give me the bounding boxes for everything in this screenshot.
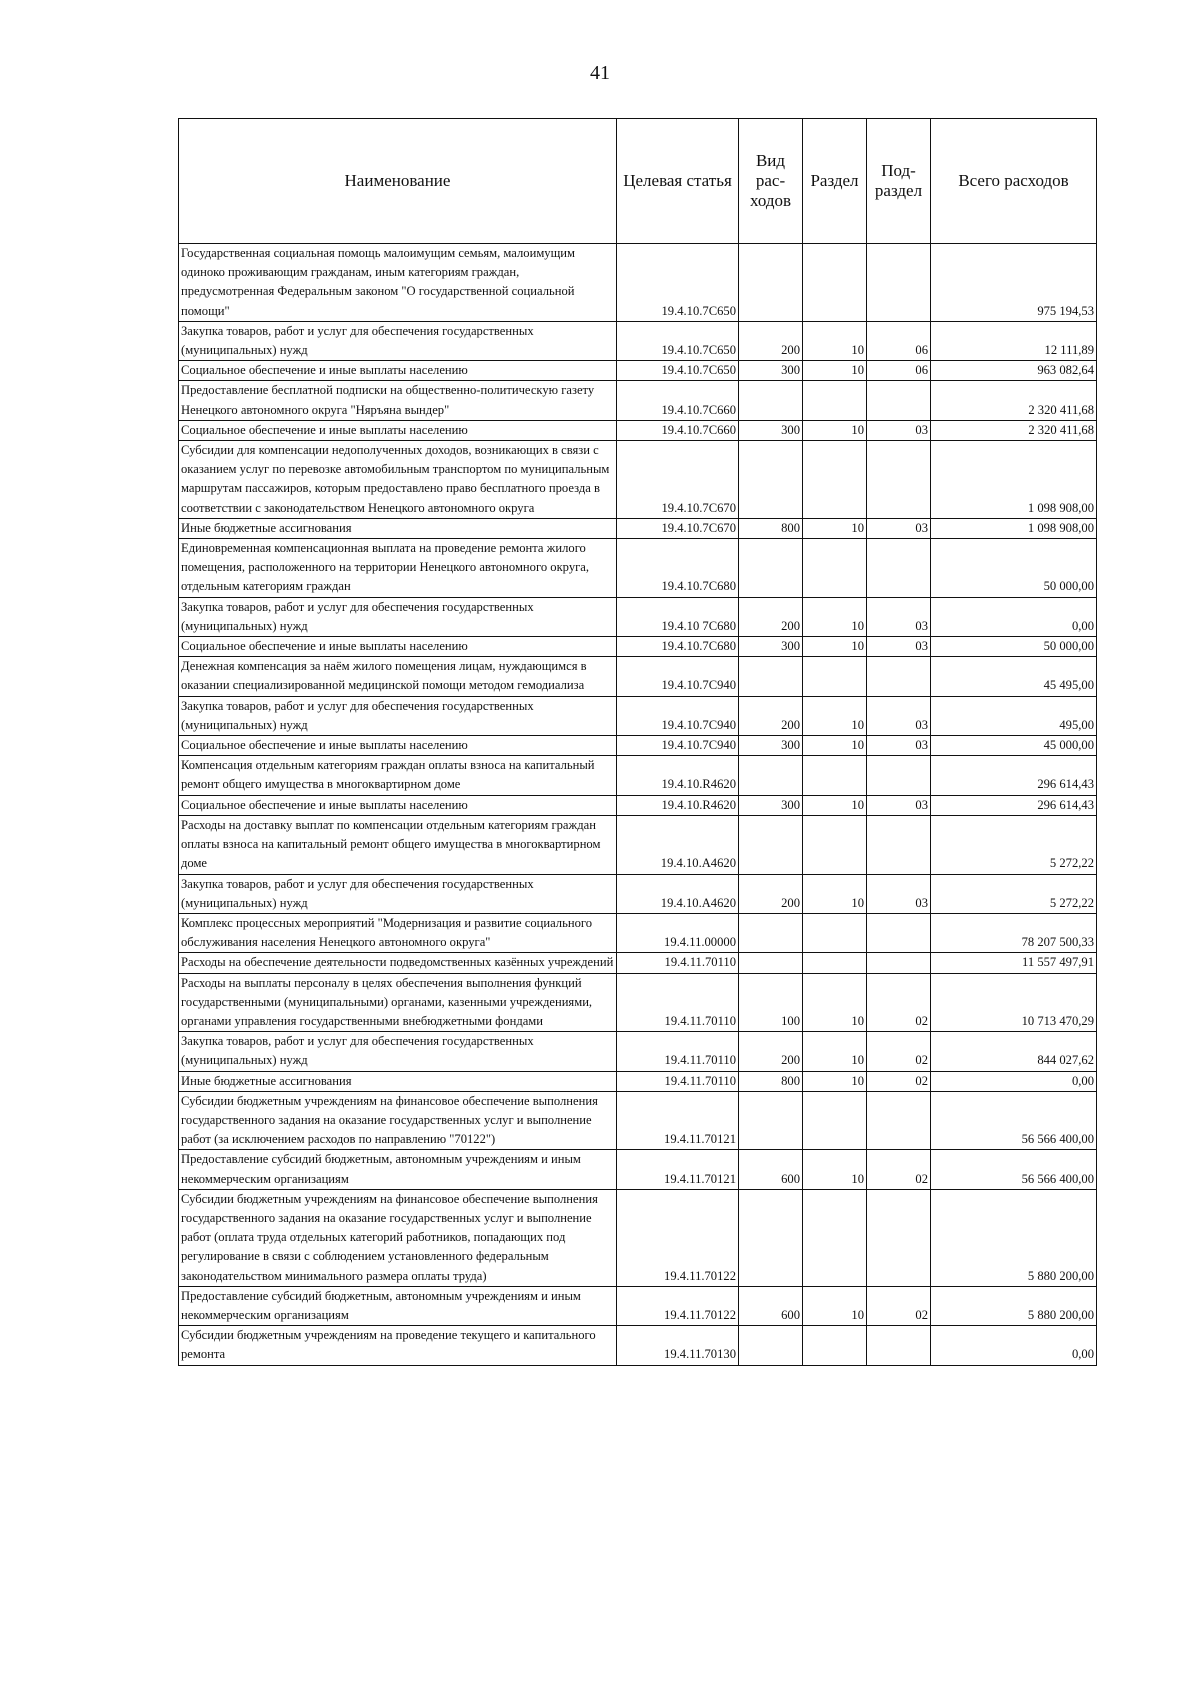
cell-amount: 0,00 [931, 1071, 1097, 1091]
cell-podrazdel: 03 [867, 637, 931, 657]
cell-code: 19.4.11.70110 [617, 953, 739, 973]
table-row [179, 815, 1097, 874]
cell-amount: 56 566 400,00 [931, 1091, 1097, 1150]
cell-amount: 12 111,89 [931, 321, 1097, 360]
cell-name: Закупка товаров, работ и услуг для обеспечения государственных (муниципальных) нужд [179, 874, 617, 913]
cell-name: Закупка товаров, работ и услуг для обеспечения государственных (муниципальных) нужд [179, 1032, 617, 1071]
table-row [179, 1286, 1097, 1325]
table-row [179, 597, 1097, 636]
cell-code: 19.4.10.7С650 [617, 321, 739, 360]
cell-razdel: 10 [803, 874, 867, 913]
cell-vid: 800 [739, 518, 803, 538]
cell-razdel [803, 441, 867, 519]
cell-razdel: 10 [803, 736, 867, 756]
cell-amount: 0,00 [931, 1326, 1097, 1365]
cell-razdel: 10 [803, 597, 867, 636]
cell-razdel [803, 539, 867, 598]
cell-vid: 200 [739, 1032, 803, 1071]
cell-name: Закупка товаров, работ и услуг для обеспечения государственных (муниципальных) нужд [179, 696, 617, 735]
cell-name: Социальное обеспечение и иные выплаты населению [179, 420, 617, 440]
cell-amount: 495,00 [931, 696, 1097, 735]
header-code: Целевая статья [617, 119, 739, 244]
cell-amount: 45 495,00 [931, 657, 1097, 696]
cell-razdel: 10 [803, 696, 867, 735]
cell-name: Субсидии для компенсации недополученных доходов, возникающих в связи с оказанием услуг по перевозке автомобильным транспортом по муниципальным маршрутам пассажиров, которым предоставлено право бесплатного проезда в соответствии с законодательством Ненецкого автономного округа [179, 441, 617, 519]
cell-vid [739, 953, 803, 973]
cell-razdel: 10 [803, 321, 867, 360]
cell-podrazdel [867, 1189, 931, 1286]
cell-name: Субсидии бюджетным учреждениям на проведение текущего и капитального ремонта [179, 1326, 617, 1365]
cell-razdel [803, 381, 867, 420]
cell-amount: 296 614,43 [931, 795, 1097, 815]
table-row [179, 913, 1097, 952]
cell-code: 19.4.10.А4620 [617, 874, 739, 913]
cell-vid: 300 [739, 736, 803, 756]
table-header-row [179, 119, 1097, 244]
cell-razdel: 10 [803, 1286, 867, 1325]
table-row [179, 244, 1097, 322]
cell-vid [739, 657, 803, 696]
table-row [179, 1189, 1097, 1286]
header-name: Наименование [179, 119, 617, 244]
cell-code: 19.4.10.7С940 [617, 657, 739, 696]
cell-vid [739, 441, 803, 519]
cell-podrazdel: 02 [867, 973, 931, 1032]
cell-vid: 300 [739, 637, 803, 657]
cell-code: 19.4.11.70110 [617, 1071, 739, 1091]
cell-name: Единовременная компенсационная выплата на проведение ремонта жилого помещения, расположенного на территории Ненецкого автономного округа, отдельным категориям граждан [179, 539, 617, 598]
header-vid: Вид рас-ходов [739, 119, 803, 244]
cell-code: 19.4.10.7С650 [617, 361, 739, 381]
cell-podrazdel: 02 [867, 1032, 931, 1071]
cell-amount: 1 098 908,00 [931, 441, 1097, 519]
cell-podrazdel: 03 [867, 696, 931, 735]
cell-code: 19.4.10.7С660 [617, 381, 739, 420]
cell-podrazdel: 03 [867, 420, 931, 440]
cell-podrazdel: 02 [867, 1150, 931, 1189]
cell-name: Расходы на выплаты персоналу в целях обеспечения выполнения функций государственными (муниципальными) органами, казенными учреждениями, органами управления государственными внебюджетными фондами [179, 973, 617, 1032]
cell-razdel [803, 913, 867, 952]
cell-podrazdel [867, 1091, 931, 1150]
cell-code: 19.4.11.70121 [617, 1150, 739, 1189]
cell-name: Иные бюджетные ассигнования [179, 518, 617, 538]
cell-razdel [803, 244, 867, 322]
cell-name: Предоставление субсидий бюджетным, автономным учреждениям и иным некоммерческим организациям [179, 1286, 617, 1325]
cell-code: 19.4.11.70121 [617, 1091, 739, 1150]
cell-name: Социальное обеспечение и иные выплаты населению [179, 361, 617, 381]
cell-code: 19.4.10.7С660 [617, 420, 739, 440]
header-total: Всего расходов [931, 119, 1097, 244]
cell-razdel [803, 1189, 867, 1286]
cell-vid: 300 [739, 361, 803, 381]
cell-code: 19.4.10.А4620 [617, 815, 739, 874]
table-row [179, 874, 1097, 913]
cell-vid: 200 [739, 321, 803, 360]
cell-vid: 200 [739, 874, 803, 913]
cell-name: Государственная социальная помощь малоимущим семьям, малоимущим одиноко проживающим гражданам, иным категориям граждан, предусмотренная Федеральным законом "О государственной социальной помощи" [179, 244, 617, 322]
cell-vid: 100 [739, 973, 803, 1032]
cell-name: Субсидии бюджетным учреждениям на финансовое обеспечение выполнения государственного задания на оказание государственных услуг и выполнение работ (за исключением расходов по направлению "70122") [179, 1091, 617, 1150]
cell-razdel: 10 [803, 1032, 867, 1071]
cell-razdel [803, 756, 867, 795]
table-row [179, 1091, 1097, 1150]
table-row [179, 736, 1097, 756]
cell-vid: 300 [739, 795, 803, 815]
cell-vid [739, 244, 803, 322]
cell-vid [739, 756, 803, 795]
cell-razdel [803, 1091, 867, 1150]
cell-razdel [803, 1326, 867, 1365]
cell-vid: 200 [739, 696, 803, 735]
table-row [179, 539, 1097, 598]
table-row [179, 381, 1097, 420]
table-row [179, 1071, 1097, 1091]
cell-vid [739, 381, 803, 420]
budget-table [178, 118, 1097, 1366]
cell-code: 19.4.10 7С680 [617, 597, 739, 636]
table-row [179, 953, 1097, 973]
table-row [179, 795, 1097, 815]
cell-code: 19.4.10.R4620 [617, 795, 739, 815]
cell-vid [739, 815, 803, 874]
cell-amount: 5 272,22 [931, 815, 1097, 874]
cell-code: 19.4.10.7С670 [617, 441, 739, 519]
cell-podrazdel: 03 [867, 597, 931, 636]
cell-podrazdel [867, 913, 931, 952]
cell-amount: 975 194,53 [931, 244, 1097, 322]
cell-name: Расходы на доставку выплат по компенсации отдельным категориям граждан оплаты взноса на капитальный ремонт общего имущества в многоквартирном доме [179, 815, 617, 874]
cell-razdel: 10 [803, 795, 867, 815]
cell-name: Денежная компенсация за наём жилого помещения лицам, нуждающимся в оказании специализированной медицинской помощи методом гемодиализа [179, 657, 617, 696]
cell-razdel: 10 [803, 361, 867, 381]
cell-amount: 10 713 470,29 [931, 973, 1097, 1032]
cell-amount: 56 566 400,00 [931, 1150, 1097, 1189]
cell-razdel: 10 [803, 420, 867, 440]
cell-amount: 5 272,22 [931, 874, 1097, 913]
cell-podrazdel: 03 [867, 874, 931, 913]
cell-razdel: 10 [803, 637, 867, 657]
cell-razdel [803, 953, 867, 973]
cell-amount: 963 082,64 [931, 361, 1097, 381]
cell-code: 19.4.10.R4620 [617, 756, 739, 795]
cell-podrazdel [867, 756, 931, 795]
cell-amount: 2 320 411,68 [931, 420, 1097, 440]
table-row [179, 361, 1097, 381]
cell-amount: 50 000,00 [931, 539, 1097, 598]
cell-code: 19.4.10.7С940 [617, 736, 739, 756]
cell-name: Предоставление бесплатной подписки на общественно-политическую газету Ненецкого автономного округа "Няръяна вындер" [179, 381, 617, 420]
cell-vid: 300 [739, 420, 803, 440]
cell-vid [739, 539, 803, 598]
cell-name: Социальное обеспечение и иные выплаты населению [179, 637, 617, 657]
table-row [179, 420, 1097, 440]
cell-razdel: 10 [803, 973, 867, 1032]
cell-name: Социальное обеспечение и иные выплаты населению [179, 795, 617, 815]
cell-podrazdel [867, 657, 931, 696]
cell-name: Субсидии бюджетным учреждениям на финансовое обеспечение выполнения государственного задания на оказание государственных услуг и выполнение работ (оплата труда отдельных категорий работников, попадающих под регулирование в связи с соблюдением установленного федеральным законодательством минимального размера оплаты труда) [179, 1189, 617, 1286]
cell-podrazdel: 03 [867, 795, 931, 815]
cell-code: 19.4.10.7С940 [617, 696, 739, 735]
table-row [179, 518, 1097, 538]
table-row [179, 441, 1097, 519]
table-row [179, 657, 1097, 696]
cell-amount: 45 000,00 [931, 736, 1097, 756]
page-number: 41 [590, 62, 610, 84]
cell-amount: 5 880 200,00 [931, 1286, 1097, 1325]
cell-code: 19.4.10.7С670 [617, 518, 739, 538]
cell-name: Компенсация отдельным категориям граждан оплаты взноса на капитальный ремонт общего имущества в многоквартирном доме [179, 756, 617, 795]
cell-code: 19.4.11.70130 [617, 1326, 739, 1365]
cell-code: 19.4.10.7С680 [617, 539, 739, 598]
table-row [179, 1032, 1097, 1071]
cell-name: Расходы на обеспечение деятельности подведомственных казённых учреждений [179, 953, 617, 973]
table-row [179, 1150, 1097, 1189]
cell-amount: 0,00 [931, 597, 1097, 636]
cell-podrazdel: 02 [867, 1286, 931, 1325]
cell-name: Предоставление субсидий бюджетным, автономным учреждениям и иным некоммерческим организациям [179, 1150, 617, 1189]
table-row [179, 321, 1097, 360]
cell-vid: 200 [739, 597, 803, 636]
cell-name: Социальное обеспечение и иные выплаты населению [179, 736, 617, 756]
cell-amount: 2 320 411,68 [931, 381, 1097, 420]
cell-razdel [803, 815, 867, 874]
cell-name: Закупка товаров, работ и услуг для обеспечения государственных (муниципальных) нужд [179, 321, 617, 360]
cell-name: Иные бюджетные ассигнования [179, 1071, 617, 1091]
cell-vid: 600 [739, 1286, 803, 1325]
cell-vid [739, 913, 803, 952]
cell-podrazdel [867, 815, 931, 874]
cell-podrazdel [867, 381, 931, 420]
header-razdel: Раздел [803, 119, 867, 244]
header-podrazdel: Под-раздел [867, 119, 931, 244]
cell-code: 19.4.11.00000 [617, 913, 739, 952]
cell-vid: 800 [739, 1071, 803, 1091]
cell-podrazdel [867, 953, 931, 973]
cell-name: Закупка товаров, работ и услуг для обеспечения государственных (муниципальных) нужд [179, 597, 617, 636]
cell-amount: 296 614,43 [931, 756, 1097, 795]
cell-razdel: 10 [803, 518, 867, 538]
cell-razdel: 10 [803, 1150, 867, 1189]
cell-code: 19.4.10.7С650 [617, 244, 739, 322]
cell-vid [739, 1326, 803, 1365]
table-row [179, 756, 1097, 795]
cell-podrazdel [867, 1326, 931, 1365]
cell-vid: 600 [739, 1150, 803, 1189]
cell-podrazdel [867, 441, 931, 519]
cell-razdel [803, 657, 867, 696]
cell-podrazdel: 06 [867, 361, 931, 381]
cell-code: 19.4.11.70110 [617, 973, 739, 1032]
cell-podrazdel [867, 244, 931, 322]
cell-amount: 78 207 500,33 [931, 913, 1097, 952]
cell-podrazdel: 03 [867, 518, 931, 538]
cell-amount: 11 557 497,91 [931, 953, 1097, 973]
cell-vid [739, 1091, 803, 1150]
table-row [179, 1326, 1097, 1365]
cell-code: 19.4.11.70122 [617, 1189, 739, 1286]
cell-code: 19.4.10.7С680 [617, 637, 739, 657]
cell-name: Комплекс процессных мероприятий "Модернизация и развитие социального обслуживания населения Ненецкого автономного округа" [179, 913, 617, 952]
cell-podrazdel [867, 539, 931, 598]
cell-code: 19.4.11.70110 [617, 1032, 739, 1071]
cell-razdel: 10 [803, 1071, 867, 1091]
cell-podrazdel: 02 [867, 1071, 931, 1091]
cell-amount: 844 027,62 [931, 1032, 1097, 1071]
cell-amount: 1 098 908,00 [931, 518, 1097, 538]
table-row [179, 696, 1097, 735]
table-body [179, 244, 1097, 1366]
table-row [179, 973, 1097, 1032]
cell-podrazdel: 03 [867, 736, 931, 756]
cell-amount: 50 000,00 [931, 637, 1097, 657]
table-row [179, 637, 1097, 657]
cell-code: 19.4.11.70122 [617, 1286, 739, 1325]
cell-amount: 5 880 200,00 [931, 1189, 1097, 1286]
cell-podrazdel: 06 [867, 321, 931, 360]
cell-vid [739, 1189, 803, 1286]
